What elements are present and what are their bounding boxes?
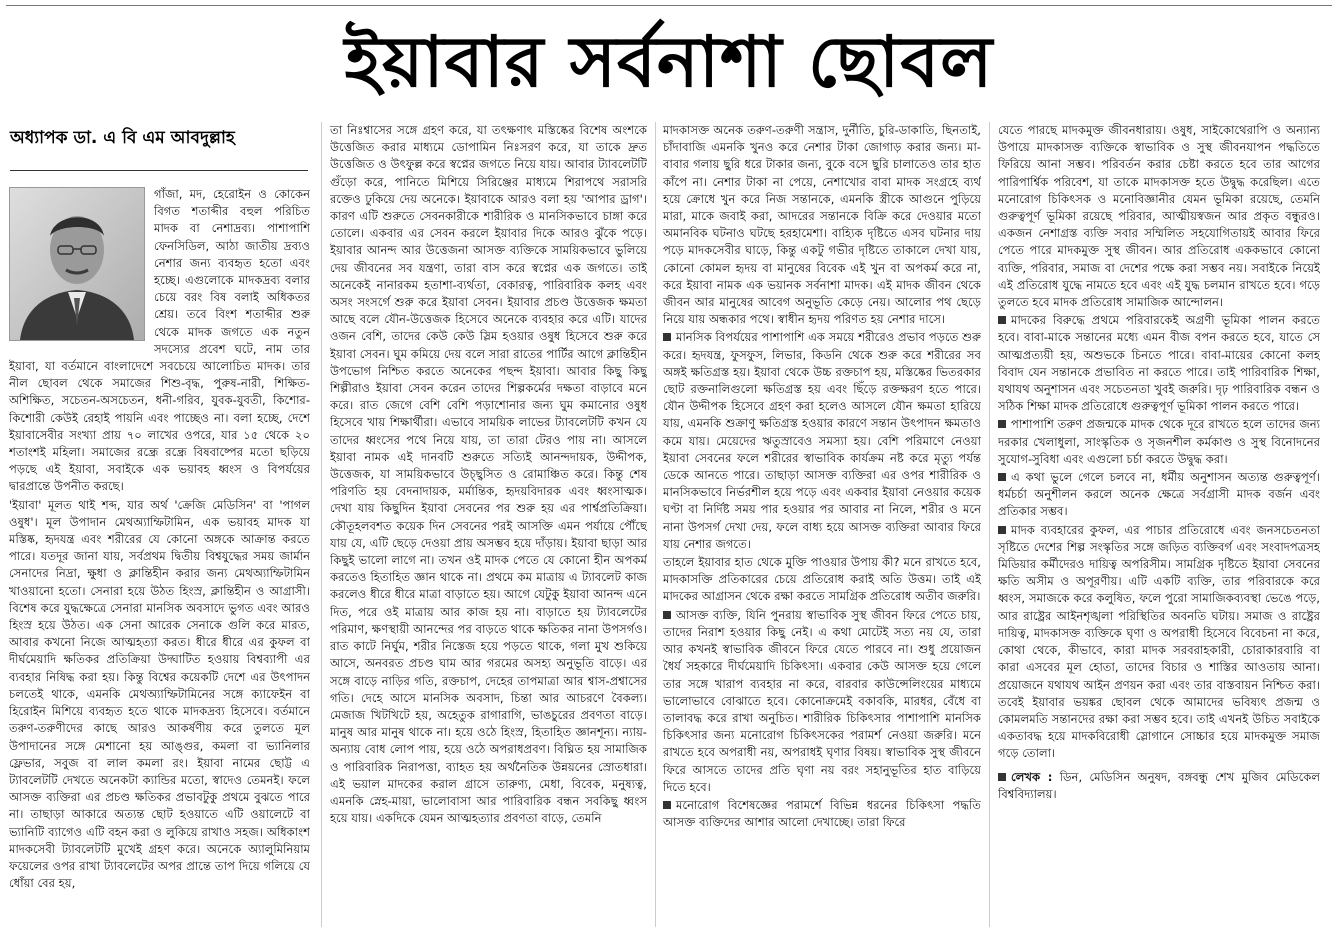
paragraph-text: এ কথা ভুলে গেলে চলবে না, ধর্মীয় অনুশাসন অত্যন্ত গুরুত্বপূর্ণ। ধর্মচর্চা অনুশীলন করলে অনেক ক্ষেত্রে সর্বগ্রাসী মাদক বর্জন এবং প্রতিকার সম্ভব। (998, 470, 1320, 519)
paragraph (663, 607, 981, 796)
paragraph-text: মানসিক বিপর্যয়ের পাশাপাশি এক সময়ে শরীরেও প্রভাব পড়তে শুরু করে। হৃদযন্ত্র, ফুসফুস, লিভার, কিডনি থেকে শুরু করে শরীরের সব অঙ্গই ক্ষতিগ্রস্ত হয়। ইয়াবা থেকে উচ্চ রক্তচাপ হয়, মস্তিষ্কের ভিতরকার ছোট রক্তনালিগুলো ক্ষতিগ্রস্ত হয় এবং ছিঁড়ে রক্তক্ষরণ হতে পারে। যৌন উদ্দীপক হিসেবে গ্রহণ করা হলেও আসলে যৌন ক্ষমতা হারিয়ে যায়, এমনকি শুক্রাণু ক্ষতিগ্রস্ত হওয়ার কারণে সন্তান উৎপাদন ক্ষমতাও কমে যায়। মেয়েদের ঋতুস্রাবেও সমস্যা হয়। বেশি পরিমাণে নেওয়া ইয়াবা সেবনের ফলে শরীরের স্বাভাবিক কার্যক্রম নষ্ট করে মৃত্যু পর্যন্ত ডেকে আনতে পারে। তাছাড়া আসক্ত ব্যক্তিরা এর ওপর শারীরিক ও মানসিকভাবে নির্ভরশীল হয়ে পড়ে এবং একবার ইয়াবা নেওয়ার কয়েক ঘণ্টা বা নির্দিষ্ট সময় পার হওয়ার পর আবার না নিলে, শরীর ও মনে নানা উপসর্গ দেখা দেয়, ফলে বাধ্য হয়ে আসক্ত ব্যক্তিরা আবার ফিরে যায় নেশার জগতে। (663, 330, 981, 551)
paragraph-text: মনোরোগ বিশেষজ্ঞের পরামর্শে বিভিন্ন ধরনের চিকিৎসা পদ্ধতি আসক্ত ব্যক্তিদের আশার আলো দেখাচ্ছে। তারা ফিরে (663, 797, 981, 830)
bullet-square-icon (663, 801, 671, 809)
paragraph-text: পাশাপাশি তরুণ প্রজন্মকে মাদক থেকে দূরে রাখতে হলে তাদের জন্য দরকার খেলাধুলা, সাংস্কৃতিক ও সৃজনশীল কর্মকাণ্ড ও সুস্থ বিনোদনের সুযোগ-সুবিধা এবং এগুলো চর্চা করতে উদ্বুদ্ধ করা। (998, 417, 1320, 466)
author-note-text: ডিন, মেডিসিন অনুষদ, বঙ্গবন্ধু শেখ মুজিব মেডিকেল বিশ্ববিদ্যালয়। (998, 769, 1320, 801)
paragraph: যেতে পারছে মাদকমুক্ত জীবনধারায়। ওষুধ, সাইকোথেরাপি ও অন্যান্য উপায়ে মাদকাসক্ত ব্যক্তিকে স্বাভাবিক ও সুস্থ জীবনযাপন পদ্ধতিতে ফিরিয়ে আনা সম্ভব। পরিবর্তন করার চেষ্টা করতে হবে তার আগের পারিপার্শ্বিক পরিবেশ, যা তাকে মাদকাসক্ত হতে উদ্বুদ্ধ করেছিল। এতে মনোরোগ চিকিৎসক ও মনোবিজ্ঞানীর যেমন ভূমিকা রয়েছে, তেমনি গুরুত্বপূর্ণ ভূমিকা রয়েছে পরিবার, আত্মীয়স্বজন আর প্রকৃত বন্ধুরও। একজন নেশাগ্রস্ত ব্যক্তি সবার সম্মিলিত সহযোগিতায়ই আবার ফিরে পেতে পারে মাদকমুক্ত সুস্থ জীবন। আর প্রতিরোধ এককভাবে কোনো ব্যক্তি, পরিবার, সমাজ বা দেশের পক্ষে করা সম্ভব নয়। সবাইকে নিয়েই এই প্রতিরোধ যুদ্ধে নামতে হবে এবং এই যুদ্ধ চলমান রাখতে হবে। গড়ে তুলতে হবে মাদক প্রতিরোধ সামাজিক আন্দোলন। (998, 123, 1320, 310)
byline-divider (10, 170, 308, 171)
top-rule (6, 5, 1332, 6)
paragraph: গাঁজা, মদ, হেরোইন ও কোকেন বিগত শতাব্দীর বহুল পরিচিত মাদক বা নেশাদ্রব্য। পাশাপাশি ফেনসিডিল, আঠা জাতীয় দ্রব্যও নেশার জন্য ব্যবহৃত হতো এবং হচ্ছে। এগুলোকে মাদকদ্রব্য বলার চেয়ে বরং বিষ বলাই অধিকতর শ্রেয়। তবে বিংশ শতাব্দীর শুরু থেকে মাদক জগতে এক নতুন সদস্যের প্রবেশ ঘটে, নাম তার ইয়াবা, যা বর্তমানে বাংলাদেশে সবচেয়ে আলোচিত মাদক। তার নীল ছোবল থেকে সমাজের শিশু-বৃদ্ধ, পুরুষ-নারী, শিক্ষিত-অশিক্ষিত, সচেতন-অসচেতন, ধনী-গরিব, যুবক-যুবতী, কিশোর-কিশোরী কেউই রেহাই পায়নি এবং পাচ্ছেও না। বলা হচ্ছে, দেশে ইয়াবাসেবীর সংখ্যা প্রায় ৭০ লাখের ওপরে, যার ১৫ থেকে ২০ শতাংশই মহিলা। সমাজের রন্ধ্রে রন্ধ্রে বিষবাষ্পের মতো ছড়িয়ে পড়ছে এই ইয়াবা, সবাইকে এক ভয়াবহ ধ্বংস ও বিপর্যয়ের দ্বারপ্রান্তে উপনীত করছে। (9, 187, 310, 494)
paragraph (998, 416, 1320, 468)
bullet-square-icon (998, 420, 1006, 428)
bullet-square-icon (998, 526, 1006, 534)
paragraph (998, 312, 1320, 415)
paragraph (663, 329, 981, 553)
column-divider (655, 122, 656, 927)
paragraph: 'ইয়াবা' মূলত থাই শব্দ, যার অর্থ 'ক্রেজি মেডিসিন' বা 'পাগল ওষুধ'। মূল উপাদান মেথঅ্যাম্ফিটামিন, এক ভয়াবহ মাদক যা মস্তিষ্ক, হৃদযন্ত্র এবং শরীরের যে কোনো অঙ্গকে আক্রান্ত করতে পারে। যতদূর জানা যায়, সর্বপ্রথম দ্বিতীয় বিশ্বযুদ্ধের সময় জার্মান সেনাদের নিদ্রা, ক্ষুধা ও ক্লান্তিহীন করার জন্য মেথঅ্যাম্ফিটামিন খাওয়ানো হতো। সেনারা হয়ে উঠত হিংস্র, ক্লান্তিহীন ও আগ্রাসী। বিশেষ করে যুদ্ধক্ষেত্রে সেনারা মানসিক অবসাদে ভুগত এবং আরও হিংস্র হয়ে উঠত। এক সেনা আরেক সেনাকে গুলি করে মারত, আবার কখনো নিজে আত্মহত্যা করত। ধীরে ধীরে এর কুফল বা দীর্ঘমেয়াদি ক্ষতিকর প্রতিক্রিয়া উদ্ঘাটিত হওয়ায় বিশ্বব্যাপী এর ব্যবহার নিষিদ্ধ করা হয়। কিন্তু বিশ্বের কয়েকটি দেশে এর উৎপাদন চলতেই থাকে, এমনকি মেথঅ্যাম্ফিটামিনের সঙ্গে ক্যাফেইন বা হিরোইন মিশিয়ে ব্যবহৃত হতে থাকে মাদকদ্রব্য হিসেবে। বর্তমানে তরুণ-তরুণীদের কাছে আরও আকর্ষণীয় করে তুলতে মূল উপাদানের সঙ্গে মেশানো হয় আঙ্গুর, কমলা বা ভ্যানিলার ফ্লেভার, সবুজ বা লাল কমলা রং। ইয়াবা নামের ছোট্ট এ ট্যাবলেটটি দেখতে অনেকটা ক্যান্ডির মতো, স্বাদেও তেমনই। ফলে আসক্ত ব্যক্তিরা এর প্রচণ্ড ক্ষতিকর প্রভাবটুকু প্রথমে বুঝতে পারে না। তাছাড়া আকারে অত্যন্ত ছোট হওয়াতে এটি ওয়ালেটে বা ভ্যানিটি ব্যাগেও এটি বহন করা ও লুকিয়ে রাখাও সহজ। অধিকাংশ মাদকসেবী ট্যাবলেটটি মুখেই গ্রহণ করে। অনেকে অ্যালুমিনিয়াম ফয়েলের ওপর রাখা ট্যাবলেটের অপর প্রান্তে তাপ দিয়ে গলিয়ে যে ধোঁয়া বের হয়, (9, 497, 310, 891)
author-note (998, 769, 1320, 803)
paragraph-text: মাদক ব্যবহারের কুফল, এর পাচার প্রতিরোধে এবং জনসচেতনতা সৃষ্টিতে দেশের শিল্প সংস্কৃতির সঙ্গে জড়িত ব্যক্তিবর্গ এবং সংবাদপত্রসহ মিডিয়ার কর্মীদেরও দায়িত্ব অপরিসীম। সামগ্রিক দৃষ্টিতে ইয়াবা সেবনের ক্ষতি অসীম ও অপূরণীয়। এটি একটি ব্যক্তি, তার পরিবারকে করে ধ্বংস, সমাজকে করে কলুষিত, ফলে পুরো সামাজিকব্যবস্থা ভেঙে পড়ে, আর রাষ্ট্রের আইনশৃঙ্খলা পরিস্থিতির অবনতি ঘটায়। সমাজ ও রাষ্ট্রের দায়িত্ব, মাদকাসক্ত ব্যক্তিকে ঘৃণা ও অপরাধী হিসেবে বিবেচনা না করে, কোথা থেকে, কীভাবে, কারা মাদক সরবরাহকারী, চোরাকারবারি বা কারা এসবের মূল হোতা, তাদের বিচার ও শাস্তির আওতায় আনা। প্রয়োজনে যথাযথ আইন প্রণয়ন করা এবং তার বাস্তবায়ন নিশ্চিত করা। তবেই ইয়াবার ভয়ঙ্কর ছোবল থেকে আমাদের ভবিষ্যৎ প্রজন্ম ও কোমলমতি সন্তানদের রক্ষা করা সম্ভব হবে। তাই এখনই উচিত সবাইকে একতাবদ্ধ হয়ে মাদকবিরোধী স্লোগানে সোচ্চার হয়ে মাদকমুক্ত সমাজ গড়ে তোলা। (998, 522, 1320, 761)
column-divider (989, 122, 990, 927)
byline: অধ্যাপক ডা. এ বি এম আবদুল্লাহ (10, 128, 235, 148)
headline: ইয়াবার সর্বনাশা ছোবল (344, 20, 994, 103)
bullet-square-icon (663, 611, 671, 619)
column-1 (9, 186, 310, 931)
bullet-square-icon (998, 316, 1006, 324)
paragraph-text: আসক্ত ব্যক্তি, যিনি পুনরায় স্বাভাবিক সুস্থ জীবন ফিরে পেতে চায়, তাদের নিরাশ হওয়ার কিছু নেই। এ কথা মোটেই সত্য নয় যে, তারা আর কখনই স্বাভাবিক জীবনে ফিরে যেতে পারবে না। শুধু প্রয়োজন ধৈর্য সহকারে দীর্ঘমেয়াদি চিকিৎসা। একবার কেউ আসক্ত হয়ে গেলে তার সঙ্গে খারাপ ব্যবহার না করে, বারবার কাউন্সেলিংয়ের মাধ্যমে ভালোভাবে বোঝাতে হবে। কোনোক্রমেই বকাবকি, মারধর, বেঁধে বা তালাবদ্ধ করে রাখা অনুচিত। শারীরিক চিকিৎসার পাশাপাশি মানসিক চিকিৎসার জন্য মনোরোগ চিকিৎসকের পরামর্শ নেওয়া জরুরি। মনে রাখতে হবে অপরাধী নয়, অপরাধই ঘৃণার বিষয়। স্বাভাবিক সুস্থ জীবনে ফিরে আসতে তাদের প্রতি ঘৃণা নয় বরং সহানুভূতির হাত বাড়িয়ে দিতে হবে। (663, 607, 981, 794)
bullet-square-icon (998, 473, 1006, 481)
paragraph: তাহলে ইয়াবার হাত থেকে মুক্তি পাওয়ার উপায় কী? মনে রাখতে হবে, মাদকাসক্তি প্রতিকারের চেয়ে প্রতিরোধ করাই অতি উত্তম। তাই এই মাদকের আগ্রাসন থেকে রক্ষা করতে সামগ্রিক প্রতিরোধ অতীব জরুরি। (663, 555, 981, 604)
column-divider (321, 122, 322, 927)
paragraph: তা নিঃশ্বাসের সঙ্গে গ্রহণ করে, যা তৎক্ষণাৎ মস্তিষ্কের বিশেষ অংশকে উত্তেজিত করার মাধ্যমে ডোপামিন নিঃসরণ করে, যা তাকে দ্রুত উত্তেজিত ও উৎফুল্ল করে স্বপ্নের জগতে নিয়ে যায়। আবার ট্যাবলেটটি গুঁড়ো করে, পানিতে মিশিয়ে সিরিঞ্জের মাধ্যমে শিরাপথে সরাসরি রক্তেও ঢুকিয়ে দেয় অনেকে। ইয়াবাকে আরও বলা হয় 'আপার ড্রাগ'। কারণ এটি শুরুতে সেবনকারীকে শারীরিক ও মানসিকভাবে চাঙ্গা করে তোলে। একবার এর সেবন করলে ইয়াবার দিকে আরও ঝুঁকে পড়ে। ইয়াবার আনন্দ আর উত্তেজনা আসক্ত ব্যক্তিকে সাময়িকভাবে ভুলিয়ে দেয় জীবনের সব যন্ত্রণা, তারা বাস করে স্বপ্নের এক জগতে। তাই অনেকেই নানারকম হতাশা-ব্যর্থতা, বেকারত্ব, পারিবারিক কলহ এবং অসং সংসর্গে শুরু করে ইয়াবা সেবন। ইয়াবার প্রচণ্ড উত্তেজক ক্ষমতা আছে বলে যৌন-উত্তেজক হিসেবে অনেকে ব্যবহার করে এটি। যাদের ওজন বেশি, তাদের কেউ কেউ স্লিম হওয়ার ওষুধ হিসেবে শুরু করে ইয়াবা সেবন। ঘুম কমিয়ে দেয় বলে সারা রাতের পার্টির আগে ক্লান্তিহীন উপভোগ নিশ্চিত করতে অনেকের পছন্দ ইয়াবা। আবার কিছু কিছু শিল্পীরাও ইয়াবা সেবন করেন তাদের শিল্পকর্মের দক্ষতা বাড়াবে মনে করে। রাত জেগে বেশি বেশি পড়াশোনার জন্য ঘুম কমানোর ওষুধ হিসেবে খায় শিক্ষার্থীরা। এভাবে সাময়িক লাভের ট্যাবলেটটি কখন যে তাদের ধ্বংসের পথে নিয়ে যায়, তা তারা টেরও পায় না। আসলে ইয়াবা নামক এই দানবটি শুরুতে সত্যিই আনন্দদায়ক, উদ্দীপক, উত্তেজক, যা সাময়িকভাবে উচ্ছ্বসিত ও রোমাঞ্চিত করে। কিন্তু শেষ পরিণতি হয় বেদনাদায়ক, মর্মান্তিক, হৃদয়বিদারক এবং ধ্বংসাত্মক। দেখা যায় কিছুদিন ইয়াবা সেবনের পর শুরু হয় এর পার্শ্বপ্রতিক্রিয়া। কৌতূহলবশত কয়েক দিন সেবনের পরই আসক্তি এমন পর্যায়ে পৌঁছে যায় যে, এটি ছেড়ে দেওয়া প্রায় অসম্ভব হয়ে দাঁড়ায়। ইয়াবা ছাড়া আর কিছুই ভালো লাগে না। তখন ওই মাদক পেতে যে কোনো হীন অপকর্ম করতেও হিতাহিত জ্ঞান থাকে না। প্রথমে কম মাত্রায় এ ট্যাবলেট কাজ করলেও ধীরে ধীরে মাত্রা বাড়াতে হয়। আগে যেটুকু ইয়াবা আনন্দ এনে দিত, পরে ওই মাত্রায় আর কাজ হয় না। বাড়াতে হয় ট্যাবলেটের পরিমাণ, ক্ষণস্থায়ী আনন্দের পর বাড়তে থাকে ক্ষতিকর নানা উপসর্গও। রাত কাটে নির্ঘুম, শরীর নিস্তেজ হয়ে পড়তে থাকে, গলা মুখ শুকিয়ে আসে, অনবরত প্রচণ্ড ঘাম আর গরমের অসহ্য অনুভূতি বাড়ে। এর সঙ্গে বাড়ে নাড়ির গতি, রক্তচাপ, দেহের তাপমাত্রা আর শ্বাস-প্রশ্বাসের গতি। দেহে আসে মানসিক অবসাদ, চিন্তা আর আচরণে বৈকল্য। মেজাজ খিটখিটে হয়, অহেতুক রাগারাগি, ভাঙচুরের প্রবণতা বাড়ে। মানুষ আর মানুষ থাকে না। হয়ে ওঠে হিংস্র, হিতাহিত জ্ঞানশূন্য। ন্যায়-অন্যায় বোধ লোপ পায়, হয়ে ওঠে অপরাধপ্রবণ। বিঘ্নিত হয় সামাজিক ও পারিবারিক নিরাপত্তা, ব্যাহত হয় অর্থনৈতিক উন্নয়নের স্রোতধারা। এই ভয়াল মাদকের করাল গ্রাসে তারুণ্য, মেধা, বিবেক, মনুষ্যত্ব, এমনকি স্নেহ-মায়া, ভালোবাসা আর পারিবারিক বন্ধন সবকিছু ধ্বংস হয়ে যায়। একদিকে যেমন আত্মহত্যার প্রবণতা বাড়ে, তেমনি (330, 123, 647, 826)
author-portrait-image (10, 188, 144, 340)
paragraph (998, 469, 1320, 521)
column-4 (998, 122, 1320, 932)
author-note-label: লেখক : (1011, 769, 1053, 784)
author-photo (9, 187, 145, 341)
paragraph-text: মাদকের বিরুদ্ধে প্রথমে পরিবারকেই অগ্রণী ভূমিকা পালন করতে হবে। বাবা-মাকে সন্তানের মধ্যে এমন বীজ বপন করতে হবে, যাতে সে আত্মপ্রত্যয়ী হয়, অশুভকে চিনতে পারে। বাবা-মায়ের কোনো কলহ বিবাদ যেন সন্তানকে প্রভাবিত না করতে পারে। তাই পারিবারিক শিক্ষা, যথাযথ অনুশাসন এবং সচেতনতা খুবই জরুরি। দৃঢ় পারিবারিক বন্ধন ও সঠিক শিক্ষা মাদক প্রতিরোধে গুরুত্বপূর্ণ ভূমিকা পালন করতে পারে। (998, 313, 1320, 414)
column-3 (663, 122, 981, 932)
paragraph: মাদকাসক্ত অনেক তরুণ-তরুণী সন্ত্রাস, দুর্নীতি, চুরি-ডাকাতি, ছিনতাই, চাঁদাবাজি এমনকি খুনও করে নেশার টাকা জোগাড় করার জন্য। মা-বাবার গলায় ছুরি ধরে টাকার জন্য, বুকে বসে ছুরি চালাতেও তার হাত কাঁপে না। নেশার টাকা না পেয়ে, নেশাখোর বাবা মাদক সংগ্রহে ব্যর্থ হয়ে ক্রোধে খুন করে নিজ সন্তানকে, এমনকি স্ত্রীকে আগুনে পুড়িয়ে মারা, মাকে জবাই করা, আদরের সন্তানকে বিক্রি করে দেওয়ার মতো অমানবিক ঘটনাও ঘটছে হরহামেশা। বাহ্যিক দৃষ্টিতে এসব ঘটনার দায় পড়ে মাদকসেবীর ঘাড়ে, কিন্তু একটু গভীর দৃষ্টিতে তাকালে দেখা যায়, কোনো কোমল হৃদয় বা মানুষের বিবেক এই খুন বা অপকর্ম করে না, করে ইয়াবা নামক এক ভয়ানক সর্বনাশা মাদক। এই মাদক জীবন থেকে জীবন আর মানুষের আবেগ অনুভূতি কেড়ে নেয়। আলোর পথ ছেড়ে নিয়ে যায় অন্ধকার পথে। স্বাধীন হৃদয় পরিণত হয় নেশার দাসে। (663, 123, 981, 327)
column-2 (330, 122, 647, 932)
paragraph (998, 522, 1320, 763)
paragraph (663, 797, 981, 831)
bullet-square-icon (998, 773, 1006, 781)
bullet-square-icon (663, 333, 671, 341)
